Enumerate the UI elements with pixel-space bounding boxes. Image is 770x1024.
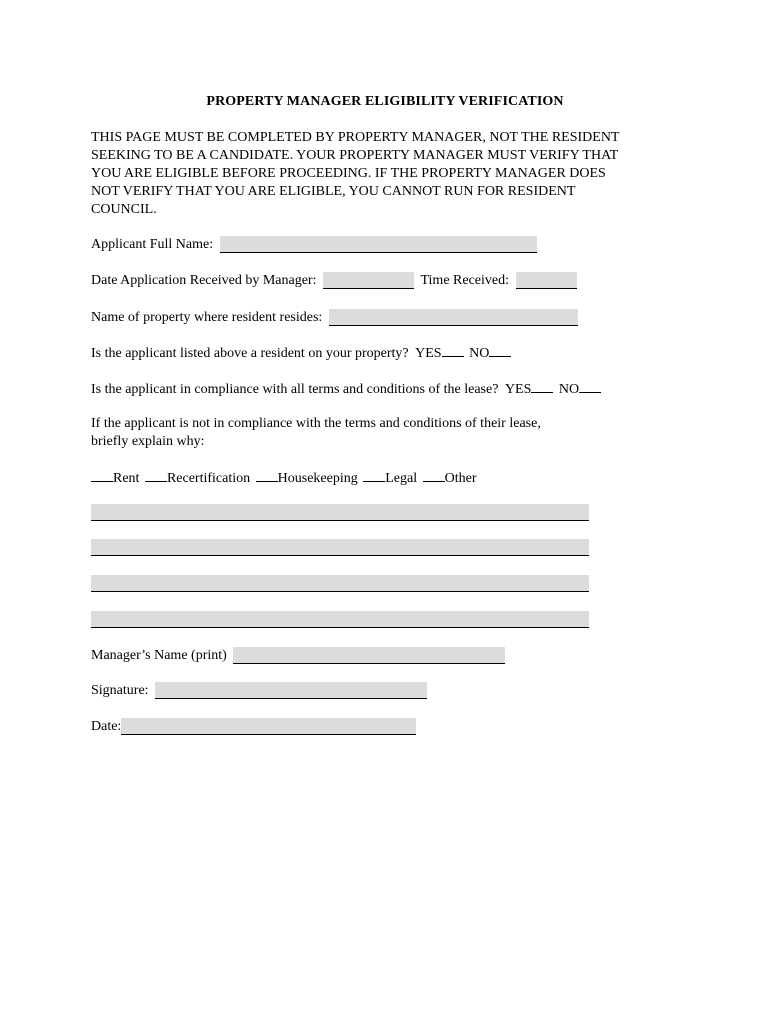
explanation-line-4[interactable] [91,611,589,628]
reason-legal-blank[interactable] [363,467,385,482]
date-row [91,717,416,737]
time-received-label: Time Received: [420,273,510,288]
property-name-label: Name of property where resident resides: [91,310,323,325]
property-name-row [91,308,578,328]
signature-row [91,681,427,701]
explanation-line-1[interactable] [91,504,589,521]
resident-yes-blank[interactable] [442,342,464,357]
compliance-no-label: NO [558,382,580,397]
date-label: Date: [91,719,122,734]
reason-housekeeping-label: Housekeeping [277,471,358,486]
signature-field[interactable] [155,682,427,699]
reason-housekeeping-blank[interactable] [256,467,278,482]
reason-recertification-label: Recertification [166,471,251,486]
compliance-question-text: Is the applicant in compliance with all terms and conditions of the lease? [91,382,499,397]
manager-name-field[interactable] [233,647,505,664]
compliance-yes-blank[interactable] [531,378,553,393]
applicant-name-row [91,235,537,255]
reason-legal-label: Legal [385,471,418,486]
page-title: PROPERTY MANAGER ELIGIBILITY VERIFICATION [206,94,564,109]
applicant-name-label: Applicant Full Name: [91,237,214,252]
date-received-label: Date Application Received by Manager: [91,273,317,288]
compliance-question-row [91,378,601,398]
explain-text-line-2: briefly explain why: [91,434,205,449]
time-received-field[interactable] [516,272,577,289]
manager-name-row [91,646,505,666]
reason-rent-blank[interactable] [91,467,113,482]
property-name-field[interactable] [329,309,578,326]
applicant-name-field[interactable] [220,236,537,253]
resident-no-label: NO [469,346,490,361]
reasons-row [91,467,477,487]
intro-line: THIS PAGE MUST BE COMPLETED BY PROPERTY MANAGER, NOT THE RESIDENT [91,130,620,145]
date-field[interactable] [121,718,416,735]
date-received-field[interactable] [323,272,414,289]
reason-recertification-blank[interactable] [145,467,167,482]
intro-line: NOT VERIFY THAT YOU ARE ELIGIBLE, YOU CANNOT RUN FOR RESIDENT [91,184,576,199]
date-received-row [91,271,577,291]
manager-name-label: Manager’s Name (print) [91,648,227,663]
resident-yes-label: YES [415,346,442,361]
reason-rent-label: Rent [113,471,140,486]
compliance-yes-label: YES [504,382,532,397]
intro-line: SEEKING TO BE A CANDIDATE. YOUR PROPERTY MANAGER MUST VERIFY THAT [91,148,619,163]
explanation-line-2[interactable] [91,539,589,556]
signature-label: Signature: [91,683,149,698]
reason-other-blank[interactable] [423,467,445,482]
compliance-no-blank[interactable] [579,378,601,393]
intro-line: COUNCIL. [91,202,157,217]
explanation-line-3[interactable] [91,575,589,592]
intro-paragraph [91,129,681,219]
resident-question-row [91,342,511,362]
resident-question-text: Is the applicant listed above a resident on your property? [91,346,409,361]
explain-text-line-1: If the applicant is not in compliance with the terms and conditions of their lease, [91,416,541,431]
intro-line: YOU ARE ELIGIBLE BEFORE PROCEEDING. IF THE PROPERTY MANAGER DOES [91,166,606,181]
reason-other-label: Other [444,471,477,486]
resident-no-blank[interactable] [489,342,511,357]
